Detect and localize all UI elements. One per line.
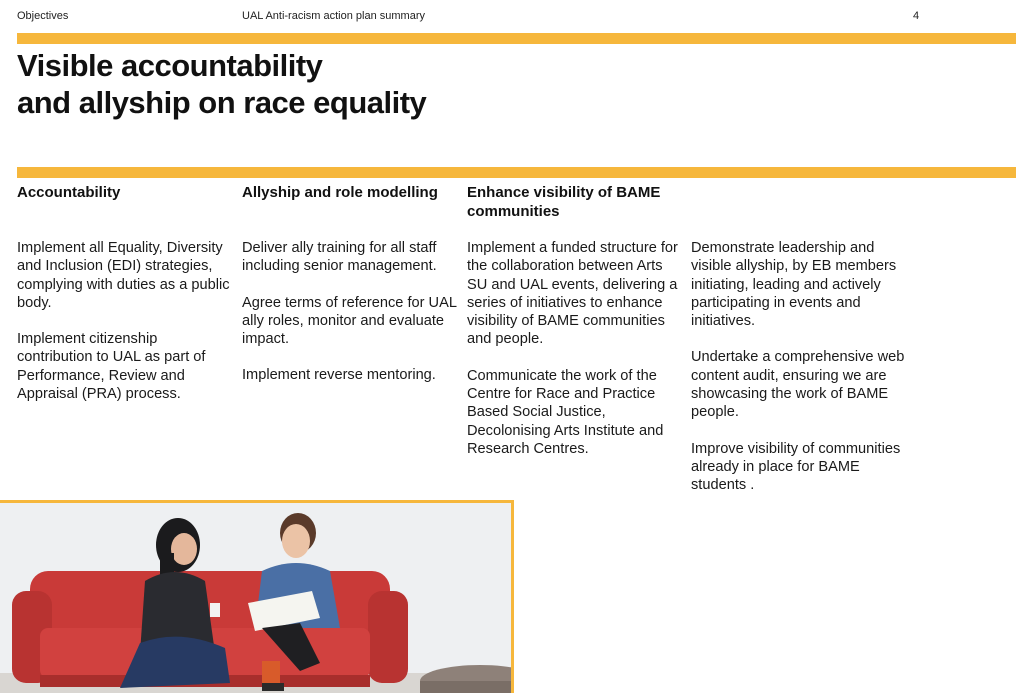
column-paragraph: Implement reverse mentoring. — [242, 367, 436, 384]
page-number: 4 — [913, 10, 920, 22]
column-paragraph: Demonstrate leadership and visible allyship, by EB members initiating, leading and actively participating in events and initiatives. — [691, 240, 897, 330]
column-paragraph: Improve visibility of communities already in place for BAME students . — [691, 440, 901, 494]
column-heading: Accountability — [17, 184, 121, 201]
column-paragraph: Communicate the work of the Centre for Race and Practice Based Social Justice, Decolonising Arts Institute and Research Centres. — [467, 367, 664, 457]
column-paragraph: Deliver ally training for all staff including senior management. — [242, 240, 437, 275]
column-paragraph: Implement citizenship contribution to UAL as part of Performance, Review and Appraisal (PRA) process. — [17, 331, 206, 403]
column-visibility — [467, 183, 685, 476]
column-allyship — [242, 183, 460, 403]
header-section-label: Objectives — [17, 10, 69, 22]
section-accent-bar — [17, 167, 1016, 178]
photo-illustration — [0, 503, 511, 693]
page-title — [17, 47, 426, 121]
page-title-line-1: Visible accountability — [17, 48, 323, 83]
column-paragraph: Undertake a comprehensive web content audit, ensuring we are showcasing the work of BAME people. — [691, 349, 905, 421]
page-title-line-2: and allyship on race equality — [17, 85, 427, 120]
column-paragraph: Agree terms of reference for UAL ally roles, monitor and evaluate impact. — [242, 294, 457, 348]
top-accent-bar — [17, 33, 1016, 44]
column-accountability — [17, 183, 235, 421]
column-paragraph: Implement all Equality, Diversity and Inclusion (EDI) strategies, complying with duties as a public body. — [17, 240, 230, 311]
column-paragraph: Implement a funded structure for the collaboration between Arts SU and UAL events, delivering a series of initiatives to enhance visibility of BAME communities and people. — [467, 240, 678, 348]
column-leadership — [691, 183, 909, 513]
column-heading: Allyship and role modelling — [242, 184, 438, 201]
column-heading: Enhance visibility of BAME communities — [467, 184, 661, 220]
column-heading — [691, 183, 909, 239]
header-document-title: UAL Anti-racism action plan summary — [242, 10, 425, 22]
photo-two-people-on-sofa — [0, 500, 514, 693]
